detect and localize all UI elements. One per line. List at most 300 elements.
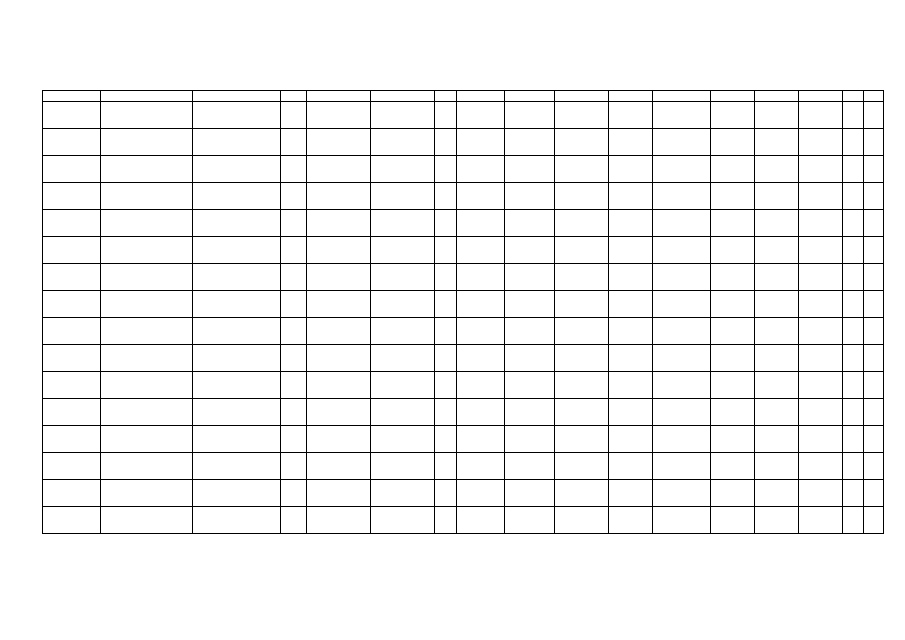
table-cell — [435, 91, 457, 102]
table-cell — [843, 291, 864, 318]
table-cell — [505, 264, 555, 291]
table-row — [43, 264, 884, 291]
table-cell — [371, 237, 435, 264]
table-cell — [864, 426, 884, 453]
table-row — [43, 399, 884, 426]
table-cell — [43, 237, 101, 264]
table-cell — [371, 399, 435, 426]
table-cell — [609, 156, 653, 183]
table-cell — [755, 426, 799, 453]
table-cell — [193, 183, 281, 210]
table-cell — [281, 291, 307, 318]
table-cell — [457, 480, 505, 507]
table-cell — [653, 372, 711, 399]
table-cell — [609, 318, 653, 345]
table-cell — [505, 318, 555, 345]
table-row — [43, 210, 884, 237]
table-cell — [799, 318, 843, 345]
table-cell — [864, 291, 884, 318]
table-cell — [43, 480, 101, 507]
table-cell — [711, 507, 755, 534]
table-cell — [555, 426, 609, 453]
table-cell — [711, 399, 755, 426]
table-cell — [799, 372, 843, 399]
table-cell — [193, 210, 281, 237]
table-cell — [193, 291, 281, 318]
table-cell — [755, 453, 799, 480]
table-cell — [281, 210, 307, 237]
table-cell — [711, 426, 755, 453]
table-cell — [711, 372, 755, 399]
table-cell — [864, 237, 884, 264]
table-cell — [457, 210, 505, 237]
table-cell — [371, 156, 435, 183]
table-cell — [711, 264, 755, 291]
table-cell — [101, 91, 193, 102]
table-cell — [193, 156, 281, 183]
table-cell — [555, 237, 609, 264]
table-cell — [371, 102, 435, 129]
table-cell — [799, 426, 843, 453]
table-cell — [799, 264, 843, 291]
table-cell — [843, 183, 864, 210]
table-cell — [101, 156, 193, 183]
table-cell — [101, 399, 193, 426]
table-cell — [711, 91, 755, 102]
table-cell — [371, 318, 435, 345]
table-row — [43, 237, 884, 264]
table-cell — [609, 453, 653, 480]
table-cell — [711, 156, 755, 183]
table-cell — [307, 237, 371, 264]
table-cell — [843, 102, 864, 129]
table-cell — [307, 426, 371, 453]
table-cell — [609, 291, 653, 318]
table-cell — [457, 453, 505, 480]
table-cell — [609, 426, 653, 453]
table-cell — [555, 183, 609, 210]
table-cell — [101, 102, 193, 129]
table-cell — [799, 210, 843, 237]
table-cell — [555, 291, 609, 318]
table-cell — [864, 129, 884, 156]
table-cell — [371, 372, 435, 399]
table-cell — [435, 318, 457, 345]
table-row — [43, 156, 884, 183]
table-cell — [555, 507, 609, 534]
table-cell — [307, 345, 371, 372]
table-cell — [609, 129, 653, 156]
table-cell — [799, 345, 843, 372]
table-cell — [843, 372, 864, 399]
table-cell — [371, 291, 435, 318]
table-cell — [281, 480, 307, 507]
table-cell — [864, 372, 884, 399]
table-cell — [101, 129, 193, 156]
table-cell — [711, 480, 755, 507]
table-cell — [653, 399, 711, 426]
table-cell — [555, 372, 609, 399]
table-cell — [653, 237, 711, 264]
table-cell — [457, 237, 505, 264]
table-cell — [307, 399, 371, 426]
table-cell — [307, 102, 371, 129]
table-cell — [843, 453, 864, 480]
table-cell — [193, 480, 281, 507]
table-cell — [371, 507, 435, 534]
table-cell — [193, 453, 281, 480]
table-cell — [609, 91, 653, 102]
table-cell — [457, 399, 505, 426]
table-cell — [307, 264, 371, 291]
table-cell — [43, 291, 101, 318]
table-cell — [755, 156, 799, 183]
table-cell — [755, 91, 799, 102]
table-cell — [101, 480, 193, 507]
table-cell — [799, 291, 843, 318]
table-cell — [371, 480, 435, 507]
table-cell — [457, 507, 505, 534]
table-cell — [843, 480, 864, 507]
table-cell — [435, 345, 457, 372]
table-cell — [193, 129, 281, 156]
table-cell — [307, 91, 371, 102]
table-cell — [843, 129, 864, 156]
table-cell — [864, 91, 884, 102]
table-cell — [555, 345, 609, 372]
table-cell — [281, 237, 307, 264]
table-cell — [371, 264, 435, 291]
table-cell — [711, 291, 755, 318]
table-cell — [43, 156, 101, 183]
table-cell — [281, 183, 307, 210]
table-cell — [371, 453, 435, 480]
table-cell — [43, 372, 101, 399]
table-cell — [457, 129, 505, 156]
table-cell — [653, 129, 711, 156]
table-cell — [799, 480, 843, 507]
table-cell — [193, 345, 281, 372]
table-cell — [281, 129, 307, 156]
table-cell — [435, 480, 457, 507]
table-cell — [555, 453, 609, 480]
table-cell — [457, 183, 505, 210]
table-cell — [843, 156, 864, 183]
table-cell — [505, 156, 555, 183]
table-cell — [43, 345, 101, 372]
table-cell — [609, 264, 653, 291]
table-cell — [505, 129, 555, 156]
table-cell — [307, 453, 371, 480]
table-cell — [711, 210, 755, 237]
table-cell — [43, 507, 101, 534]
table-row — [43, 183, 884, 210]
table-cell — [43, 399, 101, 426]
table-cell — [555, 91, 609, 102]
table-cell — [843, 264, 864, 291]
table-cell — [457, 426, 505, 453]
table-cell — [843, 210, 864, 237]
table-cell — [799, 183, 843, 210]
table-row — [43, 318, 884, 345]
table-cell — [281, 156, 307, 183]
table-cell — [755, 318, 799, 345]
table-cell — [864, 183, 884, 210]
table-cell — [864, 453, 884, 480]
table-cell — [101, 507, 193, 534]
table-cell — [457, 291, 505, 318]
table-cell — [371, 183, 435, 210]
table-cell — [307, 129, 371, 156]
table-cell — [307, 480, 371, 507]
table-cell — [101, 453, 193, 480]
table-row — [43, 453, 884, 480]
table-cell — [371, 129, 435, 156]
table-cell — [755, 210, 799, 237]
table-cell — [281, 264, 307, 291]
table-cell — [435, 102, 457, 129]
table-cell — [799, 507, 843, 534]
table-cell — [505, 91, 555, 102]
table-cell — [435, 426, 457, 453]
table-cell — [435, 156, 457, 183]
table-cell — [609, 480, 653, 507]
table-cell — [799, 399, 843, 426]
table-cell — [193, 91, 281, 102]
table-cell — [609, 345, 653, 372]
table-cell — [281, 507, 307, 534]
table-cell — [609, 102, 653, 129]
table-cell — [307, 372, 371, 399]
table-cell — [435, 291, 457, 318]
table-cell — [457, 372, 505, 399]
register-table — [42, 90, 884, 534]
table-cell — [193, 426, 281, 453]
table-cell — [843, 237, 864, 264]
table-cell — [653, 210, 711, 237]
table-cell — [505, 399, 555, 426]
table-cell — [371, 345, 435, 372]
table-row — [43, 102, 884, 129]
table-cell — [653, 480, 711, 507]
table-cell — [43, 129, 101, 156]
table-cell — [799, 156, 843, 183]
table-cell — [864, 480, 884, 507]
table-cell — [43, 91, 101, 102]
table-cell — [457, 102, 505, 129]
table-cell — [43, 453, 101, 480]
table-cell — [653, 507, 711, 534]
table-cell — [307, 507, 371, 534]
table-cell — [755, 507, 799, 534]
table-cell — [843, 91, 864, 102]
table-cell — [101, 318, 193, 345]
table-cell — [457, 156, 505, 183]
table-cell — [101, 291, 193, 318]
table-cell — [843, 426, 864, 453]
table-cell — [435, 264, 457, 291]
table-cell — [555, 156, 609, 183]
table-cell — [43, 318, 101, 345]
table-cell — [653, 102, 711, 129]
table-cell — [281, 345, 307, 372]
table-cell — [371, 91, 435, 102]
table-cell — [457, 318, 505, 345]
register-table-wrap — [42, 90, 863, 534]
table-head-row — [43, 91, 884, 102]
table-cell — [864, 318, 884, 345]
table-cell — [799, 102, 843, 129]
table-cell — [101, 183, 193, 210]
table-cell — [371, 426, 435, 453]
table-cell — [653, 183, 711, 210]
table-cell — [505, 183, 555, 210]
table-cell — [307, 210, 371, 237]
table-cell — [505, 480, 555, 507]
table-cell — [755, 183, 799, 210]
table-cell — [653, 318, 711, 345]
table-cell — [43, 264, 101, 291]
table-cell — [711, 129, 755, 156]
table-cell — [864, 345, 884, 372]
table-cell — [505, 210, 555, 237]
table-cell — [653, 426, 711, 453]
table-cell — [193, 372, 281, 399]
table-cell — [653, 264, 711, 291]
table-cell — [755, 372, 799, 399]
table-cell — [281, 372, 307, 399]
table-cell — [435, 507, 457, 534]
table-cell — [864, 399, 884, 426]
table-cell — [653, 156, 711, 183]
table-cell — [843, 399, 864, 426]
table-cell — [799, 453, 843, 480]
table-cell — [609, 507, 653, 534]
table-cell — [101, 210, 193, 237]
table-cell — [843, 507, 864, 534]
table-cell — [799, 91, 843, 102]
table-cell — [43, 210, 101, 237]
table-cell — [505, 237, 555, 264]
table-cell — [505, 102, 555, 129]
table-cell — [843, 345, 864, 372]
table-cell — [101, 345, 193, 372]
table-cell — [193, 399, 281, 426]
table-cell — [101, 237, 193, 264]
table-cell — [864, 156, 884, 183]
table-cell — [505, 372, 555, 399]
table-cell — [505, 291, 555, 318]
table-row — [43, 345, 884, 372]
table-cell — [281, 91, 307, 102]
table-cell — [653, 91, 711, 102]
table-cell — [711, 318, 755, 345]
table-cell — [711, 345, 755, 372]
table-cell — [435, 210, 457, 237]
table-cell — [711, 102, 755, 129]
table-cell — [193, 264, 281, 291]
table-cell — [555, 264, 609, 291]
table-row — [43, 129, 884, 156]
table-cell — [864, 210, 884, 237]
table-cell — [864, 507, 884, 534]
table-cell — [555, 318, 609, 345]
table-cell — [457, 91, 505, 102]
table-cell — [281, 453, 307, 480]
table-cell — [555, 210, 609, 237]
table-cell — [555, 102, 609, 129]
table-row — [43, 291, 884, 318]
table-cell — [193, 318, 281, 345]
table-cell — [43, 102, 101, 129]
table-cell — [281, 426, 307, 453]
table-cell — [435, 453, 457, 480]
table-cell — [101, 264, 193, 291]
table-cell — [555, 129, 609, 156]
table-cell — [609, 399, 653, 426]
table-cell — [307, 291, 371, 318]
table-cell — [799, 129, 843, 156]
table-cell — [555, 399, 609, 426]
table-cell — [307, 156, 371, 183]
table-cell — [307, 183, 371, 210]
table-cell — [609, 183, 653, 210]
table-cell — [505, 507, 555, 534]
table-cell — [799, 237, 843, 264]
table-cell — [864, 264, 884, 291]
table-cell — [43, 426, 101, 453]
table-row — [43, 372, 884, 399]
table-cell — [755, 264, 799, 291]
table-cell — [555, 480, 609, 507]
table-cell — [864, 102, 884, 129]
table-row — [43, 426, 884, 453]
table-cell — [653, 453, 711, 480]
table-cell — [711, 183, 755, 210]
table-cell — [193, 507, 281, 534]
table-cell — [755, 102, 799, 129]
table-cell — [609, 237, 653, 264]
table-cell — [457, 345, 505, 372]
table-cell — [755, 129, 799, 156]
table-cell — [755, 399, 799, 426]
table-cell — [281, 318, 307, 345]
table-cell — [457, 264, 505, 291]
table-row — [43, 507, 884, 534]
table-cell — [711, 453, 755, 480]
table-cell — [609, 210, 653, 237]
table-cell — [281, 399, 307, 426]
table-cell — [435, 129, 457, 156]
table-cell — [755, 237, 799, 264]
table-cell — [101, 372, 193, 399]
table-cell — [755, 345, 799, 372]
table-cell — [755, 480, 799, 507]
table-cell — [711, 237, 755, 264]
table-cell — [843, 318, 864, 345]
table-cell — [435, 237, 457, 264]
table-cell — [193, 237, 281, 264]
table-cell — [371, 210, 435, 237]
table-cell — [609, 372, 653, 399]
table-cell — [435, 183, 457, 210]
table-cell — [43, 183, 101, 210]
table-cell — [755, 291, 799, 318]
table-cell — [307, 318, 371, 345]
table-row — [43, 480, 884, 507]
table-cell — [505, 453, 555, 480]
table-cell — [505, 426, 555, 453]
